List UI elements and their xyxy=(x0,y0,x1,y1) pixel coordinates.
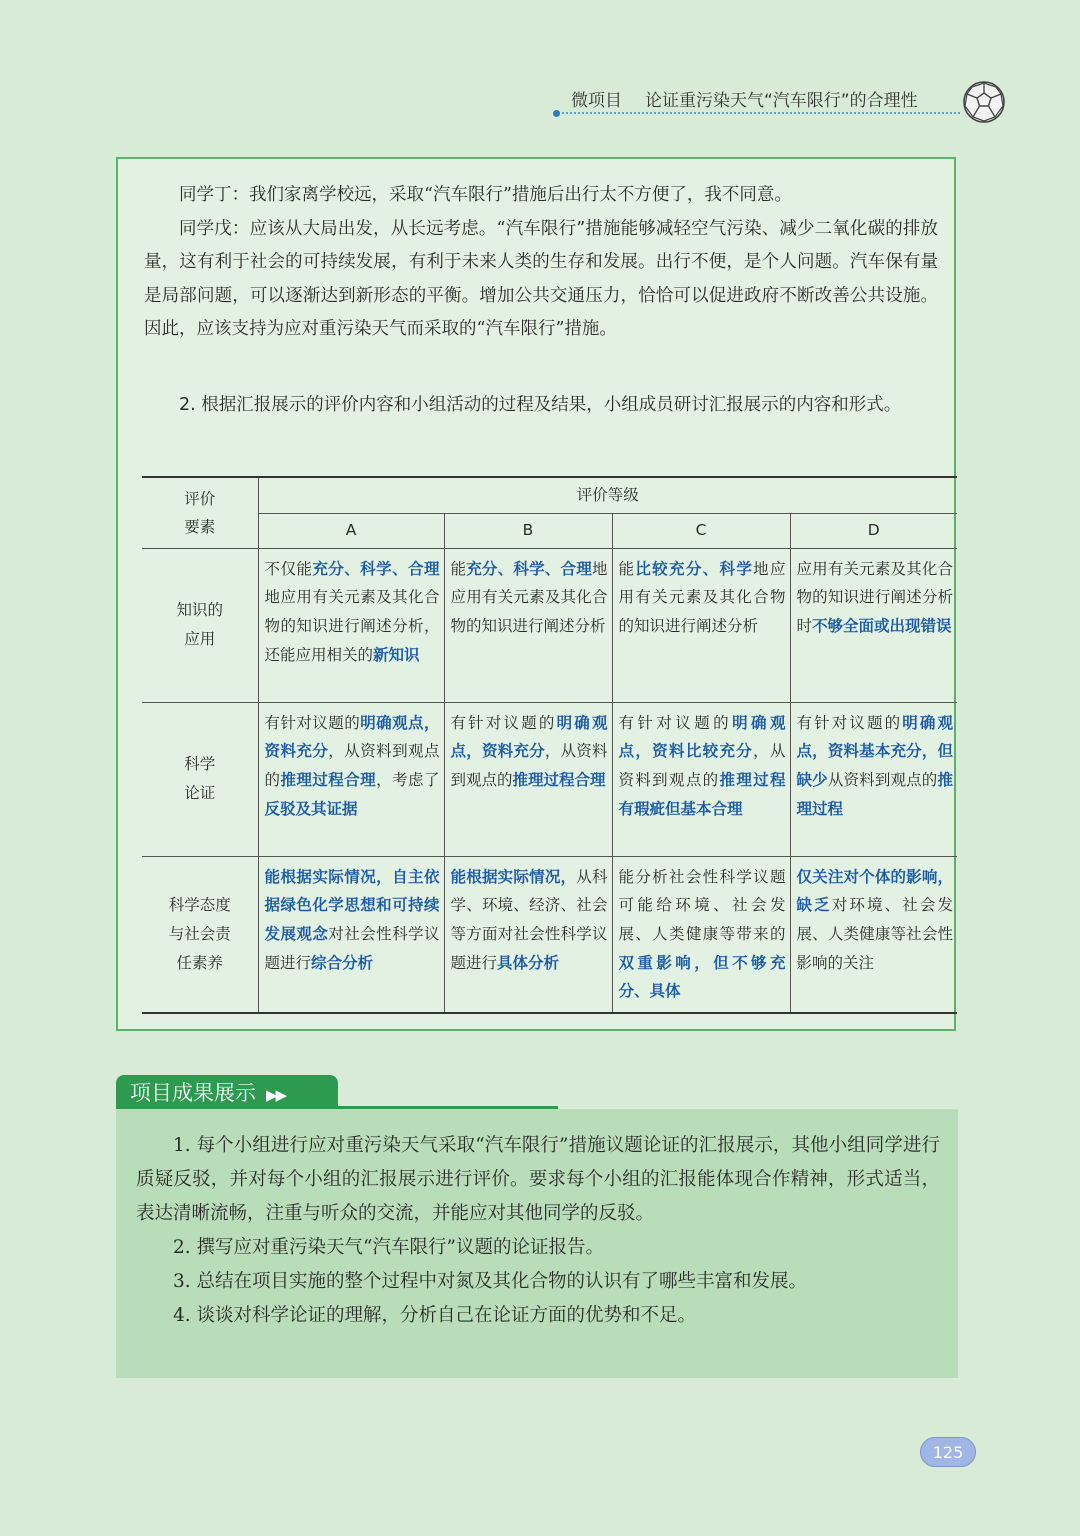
result-item: 3. 总结在项目实施的整个过程中对氮及其化合物的认识有了哪些丰富和发展。 xyxy=(173,1271,808,1292)
cell-text: 应用有关元素及其化合物的知识进行阐述分析时 xyxy=(796,559,954,635)
cell-text: ，从资料到观点的 xyxy=(450,742,608,789)
emphasis-text: 综合分析 xyxy=(311,952,374,972)
emphasis-text: 推理过程合理 xyxy=(280,769,377,789)
student-dialog xyxy=(144,179,938,347)
rubric-cell xyxy=(444,548,612,702)
rubric-cell xyxy=(612,702,790,856)
cell-text: 能 xyxy=(618,559,636,578)
factor-label: 科学态度 与社会责 任素养 xyxy=(142,856,258,1013)
cell-text: ，从资料到观点的 xyxy=(618,742,786,789)
cell-text: 能分析社会性科学议题可能给环境、社会发展、人类健康等带来的 xyxy=(618,867,786,943)
header-dot xyxy=(553,110,560,117)
rubric-cell xyxy=(258,702,444,856)
cell-text: 有针对议题的 xyxy=(450,713,557,732)
results-box xyxy=(116,1109,958,1378)
emphasis-text: 仅关注对个体的影响，缺乏 xyxy=(796,866,954,915)
emphasis-text: 充分、科学、合理 xyxy=(466,558,592,578)
dialog-student-wu: 同学戊：应该从大局出发，从长远考虑。“汽车限行”措施能够减轻空气污染、减少二氧化碳的排放量，这有利于社会的可持续发展，有利于未来人类的生存和发展。出行不便，是个人问题。汽车保有量是局部问题，可以逐渐达到新形态的平衡。增加公共交通压力，恰恰可以促进政府不断改善公共设施。因此，应该支持为应对重污染天气而采取的“汽车限行”措施。 xyxy=(144,218,938,339)
emphasis-text: 比较充分、科学 xyxy=(635,558,754,578)
emphasis-text: 明确观点，资料充分 xyxy=(264,712,440,761)
emphasis-text: 明确观点，资料比较充分 xyxy=(618,712,786,761)
level-header-b: B xyxy=(444,513,612,548)
cell-text: 能 xyxy=(450,559,467,578)
rubric-row-knowledge xyxy=(142,548,957,702)
task-2-text: 2. 根据汇报展示的评价内容和小组活动的过程及结果，小组成员研讨汇报展示的内容和形式。 xyxy=(179,395,902,415)
emphasis-text: 明确观点，资料充分 xyxy=(450,712,608,761)
cell-text: ，从资料到观点的 xyxy=(264,742,440,789)
rubric-cell xyxy=(612,548,790,702)
evaluation-rubric-table xyxy=(142,476,957,1014)
header-category: 微项目 xyxy=(571,91,622,111)
rubric-row-argumentation xyxy=(142,702,957,856)
emphasis-text: 不够全面或出现错误 xyxy=(812,615,952,635)
level-header-a: A xyxy=(258,513,444,548)
page-number: 125 xyxy=(920,1437,976,1467)
dialog-student-ding: 同学丁：我们家离学校远，采取“汽车限行”措施后出行太不方便了，我不同意。 xyxy=(179,185,792,205)
rubric-cell xyxy=(612,856,790,1013)
header-title: 论证重污染天气“汽车限行”的合理性 xyxy=(645,91,918,111)
rubric-levels-title: 评价等级 xyxy=(258,477,957,513)
cell-text: 地应用有关元素及其化合物的知识进行阐述分析 xyxy=(618,559,786,635)
emphasis-text: 反驳及其证据 xyxy=(264,798,358,818)
rubric-corner-label: 评价 要素 xyxy=(184,489,216,536)
emphasis-text: 充分、科学、合理 xyxy=(312,558,440,578)
cell-text: ，考虑了 xyxy=(376,770,440,789)
result-item: 1. 每个小组进行应对重污染天气采取“汽车限行”措施议题论证的汇报展示，其他小组同学进行质疑反驳，并对每个小组的汇报展示进行评价。要求每个小组的汇报能体现合作精神，形式适当，表达清晰流畅，注重与听众的交流，并能应对其他同学的反驳。 xyxy=(136,1135,940,1224)
double-play-arrow-icon: ▶▶ xyxy=(266,1086,286,1104)
factor-label: 科学 论证 xyxy=(142,702,258,856)
emphasis-text: 能根据实际情况， xyxy=(450,866,577,886)
rubric-level-header-row xyxy=(142,513,957,548)
discussion-box xyxy=(116,157,956,1031)
molecule-ball-icon xyxy=(962,80,1006,124)
emphasis-text: 推理过程有瑕疵但基本合理 xyxy=(618,769,786,818)
rubric-corner-header xyxy=(142,477,258,548)
emphasis-text: 双重影响，但不够充分、具体 xyxy=(618,952,786,1001)
emphasis-text: 推理过程合理 xyxy=(512,769,606,789)
emphasis-text: 明确观点，资料基本充分，但缺少 xyxy=(796,712,954,789)
section-title: 项目成果展示 xyxy=(130,1081,256,1105)
section-heading xyxy=(116,1075,338,1109)
cell-text: 有针对议题的 xyxy=(618,713,733,732)
rubric-cell xyxy=(444,702,612,856)
level-header-d: D xyxy=(790,513,957,548)
emphasis-text: 能根据实际情况，自主依据绿色化学思想和可持续发展观念 xyxy=(264,866,440,943)
result-item: 2. 撰写应对重污染天气“汽车限行”议题的论证报告。 xyxy=(173,1237,604,1258)
rubric-row-attitude xyxy=(142,856,957,1013)
factor-label: 知识的 应用 xyxy=(142,548,258,702)
cell-text: 地应用有关元素及其化合物的知识进行阐述分析，还能应用相关的 xyxy=(264,588,440,664)
cell-text: 对环境、社会发展、人类健康等社会性影响的关注 xyxy=(796,896,954,972)
running-header xyxy=(555,84,960,114)
cell-text: 有针对议题的 xyxy=(796,713,903,732)
cell-text: 对社会性科学议题进行 xyxy=(264,924,440,972)
rubric-cell xyxy=(790,548,957,702)
emphasis-text: 具体分析 xyxy=(497,952,560,972)
cell-text: 从科学、环境、经济、社会等方面对社会性科学议题进行 xyxy=(450,867,608,972)
rubric-cell xyxy=(790,702,957,856)
cell-text: 有针对议题的 xyxy=(264,713,361,732)
cell-text: 地应用有关元素及其化合物的知识进行阐述分析 xyxy=(450,559,608,635)
cell-text: 从资料到观点的 xyxy=(827,770,938,789)
cell-text: 不仅能 xyxy=(264,559,313,578)
rubric-cell xyxy=(258,856,444,1013)
emphasis-text: 推理过程 xyxy=(796,769,953,818)
level-header-c: C xyxy=(612,513,790,548)
rubric-cell xyxy=(258,548,444,702)
result-item: 4. 谈谈对科学论证的理解，分析自己在论证方面的优势和不足。 xyxy=(173,1305,697,1326)
rubric-cell xyxy=(444,856,612,1013)
emphasis-text: 新知识 xyxy=(373,644,420,664)
rubric-cell xyxy=(790,856,957,1013)
